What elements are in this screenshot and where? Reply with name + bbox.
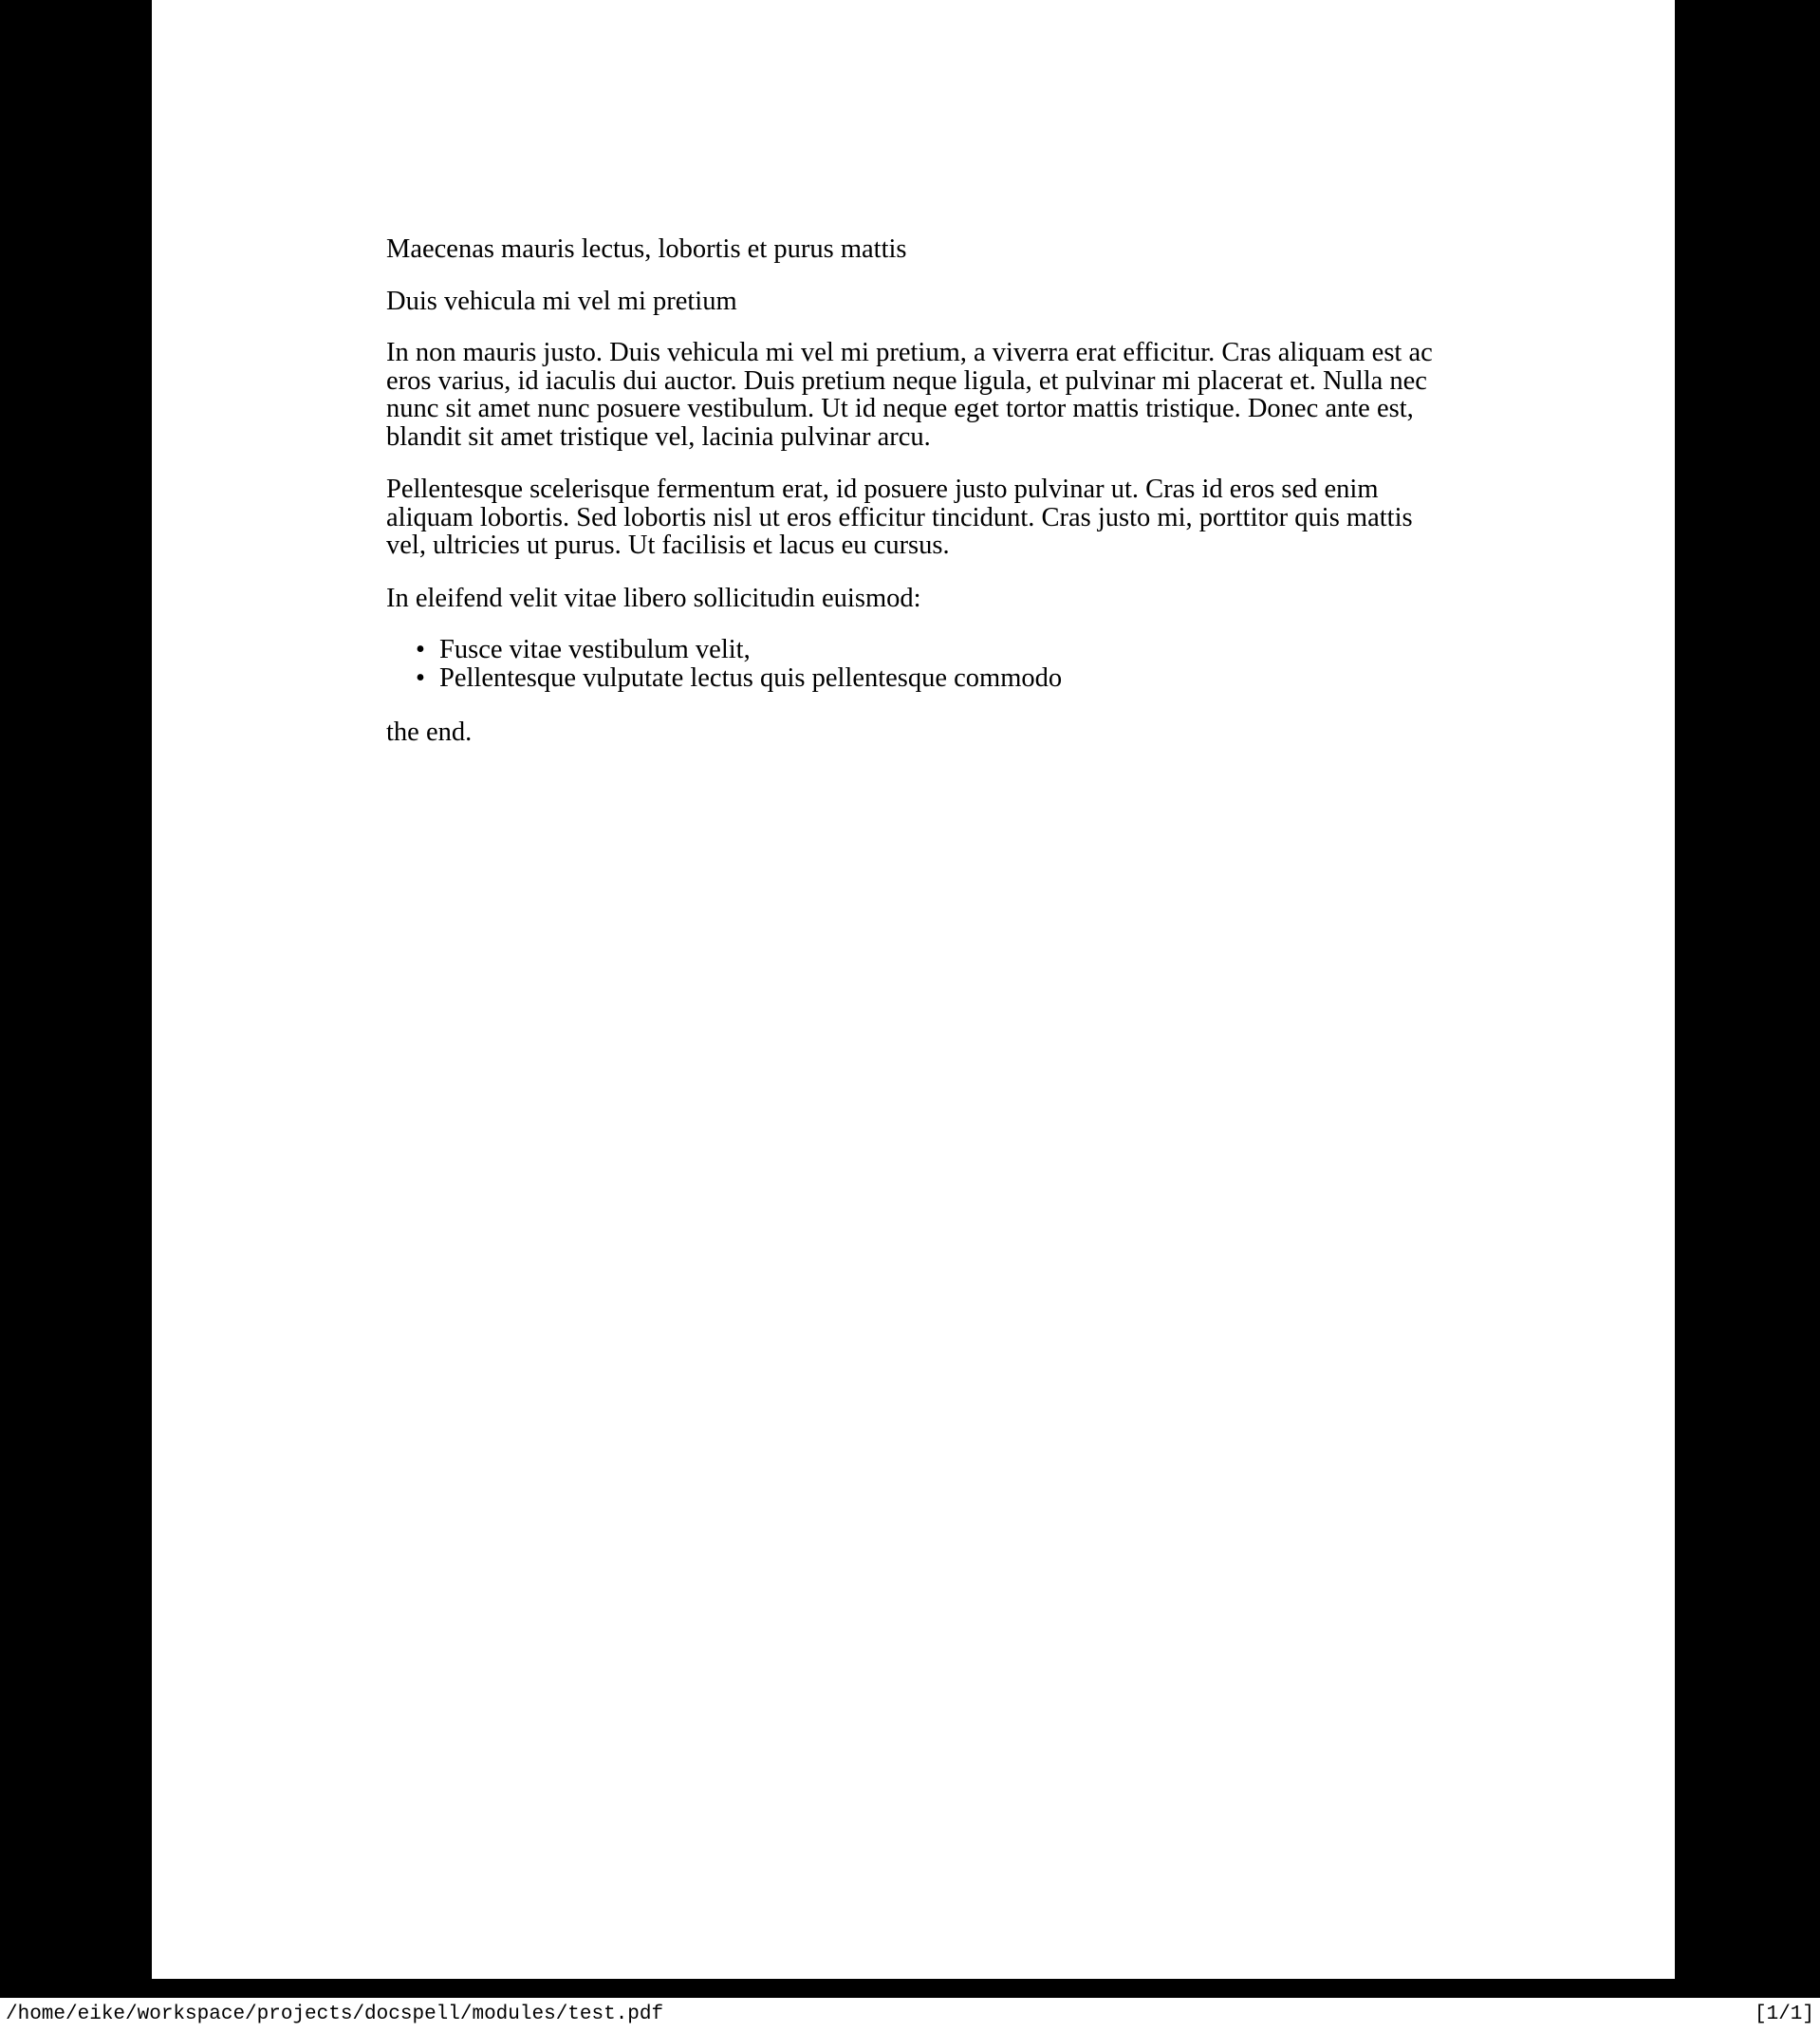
page-indicator-label: [1/1]: [1754, 2004, 1814, 2025]
bullet-icon: •: [416, 663, 425, 693]
status-bar: [0, 1998, 1820, 2032]
paragraph-body-1: In non mauris justo. Duis vehicula mi vel mi pretium, a viverra erat efficitur. Cras aliquam est ac eros varius, id iaculis dui auctor. Duis pretium neque ligula, et pulvinar mi placerat et. Nulla nec nunc sit amet nunc posuere vestibulum. Ut id neque eget tortor mattis tristique. Donec ante est, blandit sit amet tristique vel, lacinia pulvinar arcu.: [386, 338, 1433, 452]
paragraph-closing: the end.: [386, 718, 473, 747]
list-item: [416, 635, 1439, 664]
paragraph-title-1: Maecenas mauris lectus, lobortis et purus mattis: [386, 234, 907, 264]
list-item-label: Pellentesque vulputate lectus quis pellentesque commodo: [439, 663, 1063, 693]
file-path-label: /home/eike/workspace/projects/docspell/modules/test.pdf: [6, 2004, 664, 2025]
paragraph-body-2: Pellentesque scelerisque fermentum erat, id posuere justo pulvinar ut. Cras id eros sed enim aliquam lobortis. Sed lobortis nisl ut eros efficitur tincidunt. Cras justo mi, porttitor quis mattis vel, ultricies ut purus. Ut facilisis et lacus eu cursus.: [386, 475, 1413, 560]
bullet-list: [386, 636, 1439, 693]
list-item: [416, 663, 1439, 693]
page-text-content: [386, 235, 1439, 773]
paragraph-list-intro: In eleifend velit vitae libero sollicitudin euismod:: [386, 583, 921, 613]
list-item-label: Fusce vitae vestibulum velit,: [439, 635, 751, 664]
bullet-icon: •: [416, 635, 425, 664]
pdf-page[interactable]: [152, 0, 1675, 1979]
paragraph-title-2: Duis vehicula mi vel mi pretium: [386, 286, 737, 316]
